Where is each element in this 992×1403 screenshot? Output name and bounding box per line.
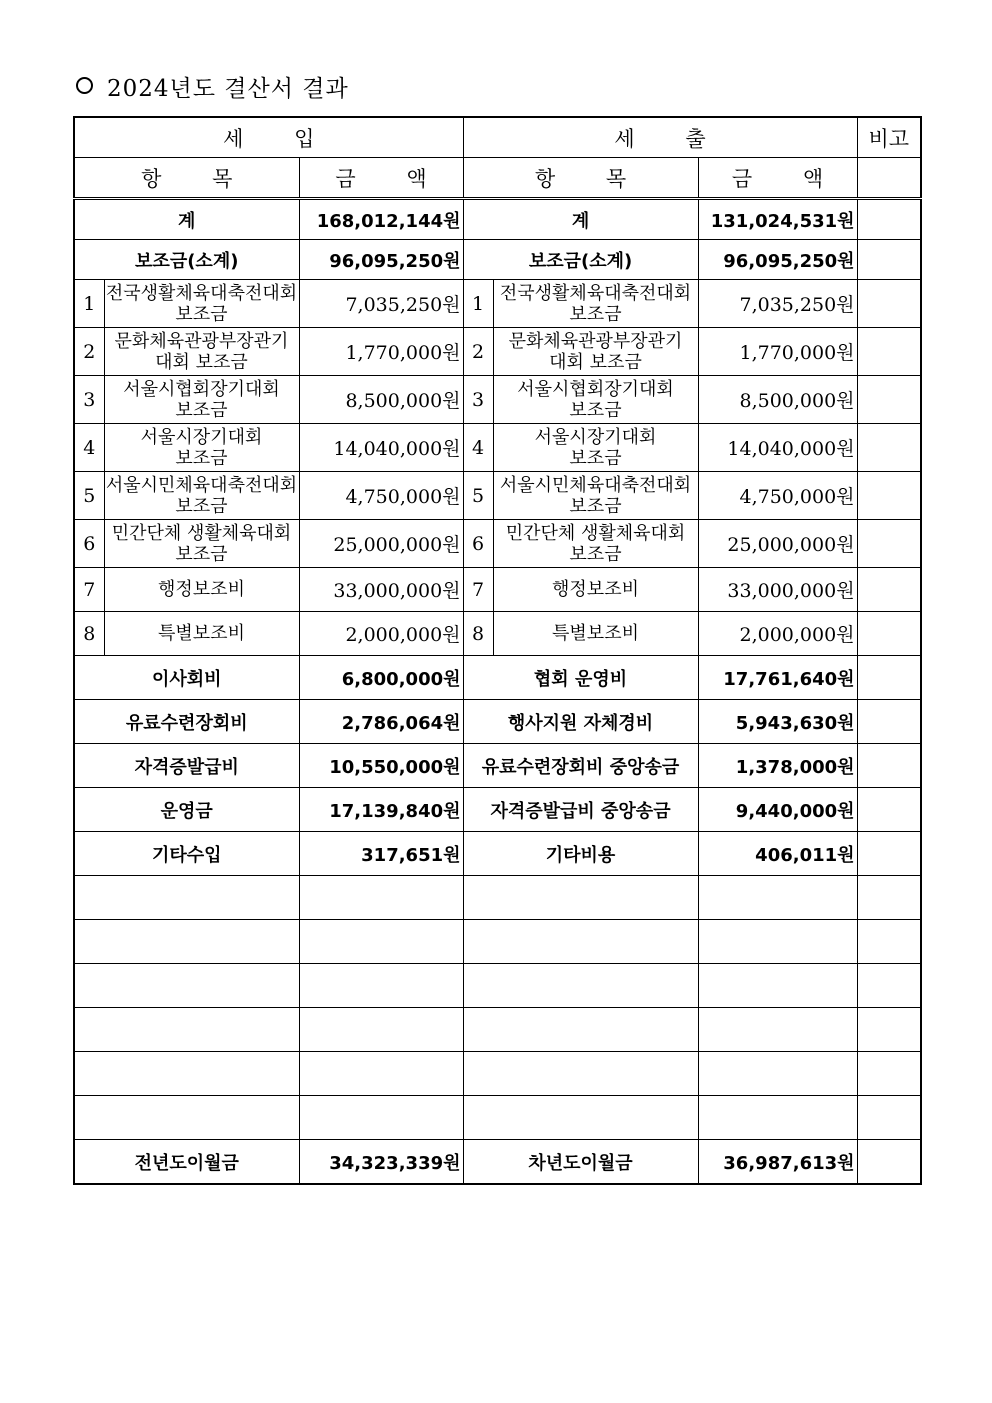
remarks-cell (857, 1008, 921, 1052)
expense-carryover-label: 차년도이월금 (463, 1140, 698, 1185)
header-row-2 (74, 158, 921, 199)
empty-cell (463, 1052, 698, 1096)
expense-item-label: 협회 운영비 (463, 656, 698, 700)
remarks-cell (857, 744, 921, 788)
title-text: 2024년도 결산서 결과 (107, 76, 349, 102)
remarks-cell (857, 964, 921, 1008)
expense-item-amount: 9,440,000원 (698, 788, 857, 832)
income-item-label: 서울시협회장기대회 보조금 (104, 376, 299, 424)
subsidy-item-row (74, 328, 921, 376)
carryover-row (74, 1140, 921, 1185)
income-item-label: 운영금 (74, 788, 299, 832)
item-number: 8 (463, 612, 493, 656)
income-header: 세 입 (74, 117, 463, 158)
remarks-cell (857, 280, 921, 328)
item-number: 4 (463, 424, 493, 472)
expense-total-amount: 131,024,531원 (698, 199, 857, 240)
empty-cell (74, 1052, 299, 1096)
empty-row (74, 1008, 921, 1052)
settlement-table (73, 116, 922, 1185)
item-number: 7 (463, 568, 493, 612)
income-subsidy-label: 보조금(소계) (74, 240, 299, 280)
expense-item-label: 전국생활체육대축전대회 보조금 (493, 280, 698, 328)
item-number: 4 (74, 424, 104, 472)
remarks-cell (857, 876, 921, 920)
expense-total-label: 계 (463, 199, 698, 240)
expense-item-amount: 7,035,250원 (698, 280, 857, 328)
remarks-cell (857, 832, 921, 876)
subsidy-items (74, 280, 921, 656)
empty-cell (698, 1008, 857, 1052)
expense-item-label: 유료수련장회비 중앙송금 (463, 744, 698, 788)
empty-cell (74, 1008, 299, 1052)
remarks-cell (857, 424, 921, 472)
remarks-cell (857, 612, 921, 656)
empty-cell (698, 1096, 857, 1140)
empty-cell (299, 1096, 463, 1140)
empty-cell (299, 1052, 463, 1096)
expense-item-header: 항 목 (463, 158, 698, 199)
empty-cell (74, 876, 299, 920)
empty-cell (299, 964, 463, 1008)
item-number: 3 (463, 376, 493, 424)
empty-rows (74, 876, 921, 1140)
expense-item-amount: 1,378,000원 (698, 744, 857, 788)
expense-item-amount: 1,770,000원 (698, 328, 857, 376)
subsidy-item-row (74, 472, 921, 520)
empty-row (74, 1096, 921, 1140)
income-subsidy-amount: 96,095,250원 (299, 240, 463, 280)
income-item-label: 행정보조비 (104, 568, 299, 612)
circle-bullet-icon (76, 77, 93, 94)
income-item-label: 전국생활체육대축전대회 보조금 (104, 280, 299, 328)
empty-cell (463, 1008, 698, 1052)
expense-item-amount: 25,000,000원 (698, 520, 857, 568)
item-number: 6 (463, 520, 493, 568)
empty-cell (74, 964, 299, 1008)
income-item-label: 서울시민체육대축전대회 보조금 (104, 472, 299, 520)
income-item-amount: 14,040,000원 (299, 424, 463, 472)
remarks-cell (857, 240, 921, 280)
remarks-cell (857, 376, 921, 424)
income-item-amount: 317,651원 (299, 832, 463, 876)
expense-item-label: 서울시민체육대축전대회 보조금 (493, 472, 698, 520)
subsidy-item-row (74, 520, 921, 568)
income-item-amount: 7,035,250원 (299, 280, 463, 328)
other-item-row (74, 832, 921, 876)
income-item-amount: 2,000,000원 (299, 612, 463, 656)
expense-item-label: 특별보조비 (493, 612, 698, 656)
expense-amount-header: 금 액 (698, 158, 857, 199)
total-row (74, 199, 921, 240)
empty-cell (463, 920, 698, 964)
empty-cell (74, 1096, 299, 1140)
empty-cell (299, 876, 463, 920)
remarks-header: 비고 (857, 117, 921, 158)
remarks-cell (857, 520, 921, 568)
empty-row (74, 876, 921, 920)
header-row-1 (74, 117, 921, 158)
income-item-label: 서울시장기대회 보조금 (104, 424, 299, 472)
empty-row (74, 920, 921, 964)
expense-subsidy-label: 보조금(소계) (463, 240, 698, 280)
other-item-row (74, 744, 921, 788)
expense-item-label: 서울시장기대회 보조금 (493, 424, 698, 472)
item-number: 2 (74, 328, 104, 376)
income-carryover-amount: 34,323,339원 (299, 1140, 463, 1185)
income-item-label: 자격증발급비 (74, 744, 299, 788)
item-number: 2 (463, 328, 493, 376)
income-carryover-label: 전년도이월금 (74, 1140, 299, 1185)
other-item-row (74, 788, 921, 832)
expense-item-label: 자격증발급비 중앙송금 (463, 788, 698, 832)
expense-item-label: 행정보조비 (493, 568, 698, 612)
income-item-label: 특별보조비 (104, 612, 299, 656)
other-item-row (74, 656, 921, 700)
page-title (76, 70, 349, 103)
remarks-cell (857, 788, 921, 832)
other-items (74, 656, 921, 876)
empty-cell (698, 876, 857, 920)
remarks-cell (857, 1052, 921, 1096)
subsidy-subtotal-row (74, 240, 921, 280)
empty-row (74, 1052, 921, 1096)
expense-carryover-amount: 36,987,613원 (698, 1140, 857, 1185)
income-item-amount: 8,500,000원 (299, 376, 463, 424)
expense-item-amount: 5,943,630원 (698, 700, 857, 744)
income-item-amount: 17,139,840원 (299, 788, 463, 832)
empty-cell (299, 1008, 463, 1052)
expense-item-label: 민간단체 생활체육대회 보조금 (493, 520, 698, 568)
remarks-cell (857, 700, 921, 744)
income-item-label: 기타수입 (74, 832, 299, 876)
empty-row (74, 964, 921, 1008)
income-item-label: 이사회비 (74, 656, 299, 700)
item-number: 5 (74, 472, 104, 520)
remarks-cell (857, 472, 921, 520)
income-item-amount: 1,770,000원 (299, 328, 463, 376)
income-item-amount: 2,786,064원 (299, 700, 463, 744)
subsidy-item-row (74, 376, 921, 424)
subsidy-item-row (74, 280, 921, 328)
empty-cell (463, 1096, 698, 1140)
expense-item-label: 문화체육관광부장관기 대회 보조금 (493, 328, 698, 376)
subsidy-item-row (74, 612, 921, 656)
income-item-amount: 10,550,000원 (299, 744, 463, 788)
empty-cell (698, 964, 857, 1008)
expense-item-amount: 8,500,000원 (698, 376, 857, 424)
expense-item-amount: 17,761,640원 (698, 656, 857, 700)
expense-header: 세 출 (463, 117, 857, 158)
income-item-label: 민간단체 생활체육대회 보조금 (104, 520, 299, 568)
expense-item-label: 행사지원 자체경비 (463, 700, 698, 744)
income-total-label: 계 (74, 199, 299, 240)
empty-cell (299, 920, 463, 964)
remarks-cell (857, 1096, 921, 1140)
expense-subsidy-amount: 96,095,250원 (698, 240, 857, 280)
remarks-cell (857, 1140, 921, 1185)
empty-cell (698, 1052, 857, 1096)
income-item-amount: 33,000,000원 (299, 568, 463, 612)
other-item-row (74, 700, 921, 744)
item-number: 8 (74, 612, 104, 656)
item-number: 1 (463, 280, 493, 328)
empty-cell (74, 920, 299, 964)
income-item-amount: 6,800,000원 (299, 656, 463, 700)
expense-item-amount: 2,000,000원 (698, 612, 857, 656)
income-item-label: 문화체육관광부장관기 대회 보조금 (104, 328, 299, 376)
income-item-amount: 25,000,000원 (299, 520, 463, 568)
expense-item-amount: 406,011원 (698, 832, 857, 876)
expense-item-label: 기타비용 (463, 832, 698, 876)
remarks-cell (857, 158, 921, 199)
empty-cell (463, 964, 698, 1008)
income-total-amount: 168,012,144원 (299, 199, 463, 240)
item-number: 7 (74, 568, 104, 612)
income-amount-header: 금 액 (299, 158, 463, 199)
expense-item-amount: 33,000,000원 (698, 568, 857, 612)
empty-cell (463, 876, 698, 920)
remarks-cell (857, 920, 921, 964)
item-number: 6 (74, 520, 104, 568)
remarks-cell (857, 568, 921, 612)
income-item-amount: 4,750,000원 (299, 472, 463, 520)
subsidy-item-row (74, 568, 921, 612)
item-number: 1 (74, 280, 104, 328)
subsidy-item-row (74, 424, 921, 472)
item-number: 5 (463, 472, 493, 520)
income-item-header: 항 목 (74, 158, 299, 199)
income-item-label: 유료수련장회비 (74, 700, 299, 744)
empty-cell (698, 920, 857, 964)
remarks-cell (857, 328, 921, 376)
remarks-cell (857, 199, 921, 240)
expense-item-label: 서울시협회장기대회 보조금 (493, 376, 698, 424)
expense-item-amount: 4,750,000원 (698, 472, 857, 520)
remarks-cell (857, 656, 921, 700)
item-number: 3 (74, 376, 104, 424)
expense-item-amount: 14,040,000원 (698, 424, 857, 472)
